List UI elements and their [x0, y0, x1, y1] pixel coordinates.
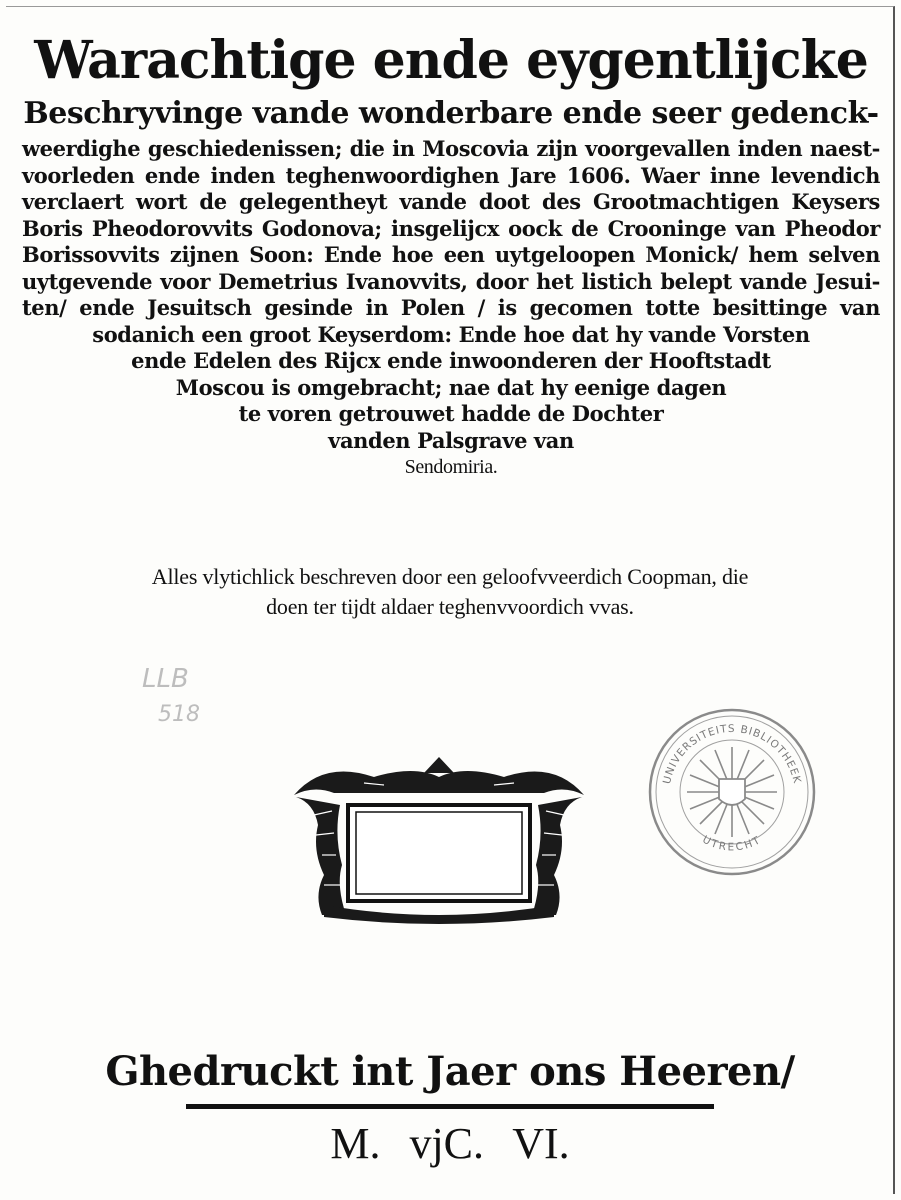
shelf-mark-line-1: LLB [142, 664, 189, 694]
title-line: te voren getrouwet hadde de Dochter [238, 401, 664, 426]
author-statement [60, 562, 840, 622]
imprint-rule [186, 1104, 714, 1109]
title-line: voorleden ende inden teghenwoordighen Jare 1606. Waer inne levendich [22, 162, 880, 188]
imprint-block [60, 1044, 840, 1169]
title-line: sodanich een groot Keyserdom: Ende hoe dat hy vande Vorsten [92, 321, 810, 347]
author-line-1: Alles vlytichlick beschreven door een geloofvveerdich Coopman, die [151, 564, 749, 589]
stamp-bottom-text: UTRECHT [700, 833, 764, 854]
shelf-mark-line-2: 518 [158, 702, 200, 727]
title-main: Warachtige ende eygentlijcke [34, 30, 868, 91]
title-line: verclaert wort de gelegentheyt vande doot des Grootmachtigen Keysers [22, 189, 880, 214]
author-line-2: doen ter tijdt aldaer teghenvvoordich vvas. [266, 594, 634, 619]
title-subtitle: Beschryvinge vande wonderbare ende seer gedenck- [23, 96, 879, 131]
title-line: ten/ ende Jesuitsch gesinde in Polen / is gecomen totte besittinge van [22, 295, 880, 320]
library-stamp-icon [647, 707, 817, 877]
title-line: Boris Pheodorovvits Godonova; insgelijcx oock de Crooninge van Pheodor [22, 215, 880, 241]
cartouche-ornament-icon [284, 755, 594, 925]
title-block [22, 30, 880, 481]
imprint-year: M. vjC. VI. [330, 1119, 570, 1168]
title-line: Moscou is omgebracht; nae dat hy eenige dagen [175, 374, 727, 400]
title-line: Borissovvits zijnen Soon: Ende hoe een uytgeloopen Monick/ hem selven [22, 242, 880, 267]
imprint-line: Ghedruckt int Jaer ons Heeren/ [105, 1048, 795, 1095]
title-line: uytgevende voor Demetrius Ivanovvits, door het listich belept vande Jesui- [22, 268, 880, 294]
title-body [22, 136, 880, 481]
title-line: vanden Palsgrave van [328, 427, 574, 453]
title-line: ende Edelen des Rijcx ende inwoonderen der Hooftstadt [131, 348, 771, 373]
title-line: weerdighe geschiedenissen; die in Moscovia zijn voorgevallen inden naest- [22, 136, 880, 161]
pencil-shelf-mark [140, 664, 220, 744]
title-line: Sendomiria. [404, 456, 498, 478]
stamp-top-text: UNIVERSITEITS BIBLIOTHEEK [660, 722, 804, 786]
